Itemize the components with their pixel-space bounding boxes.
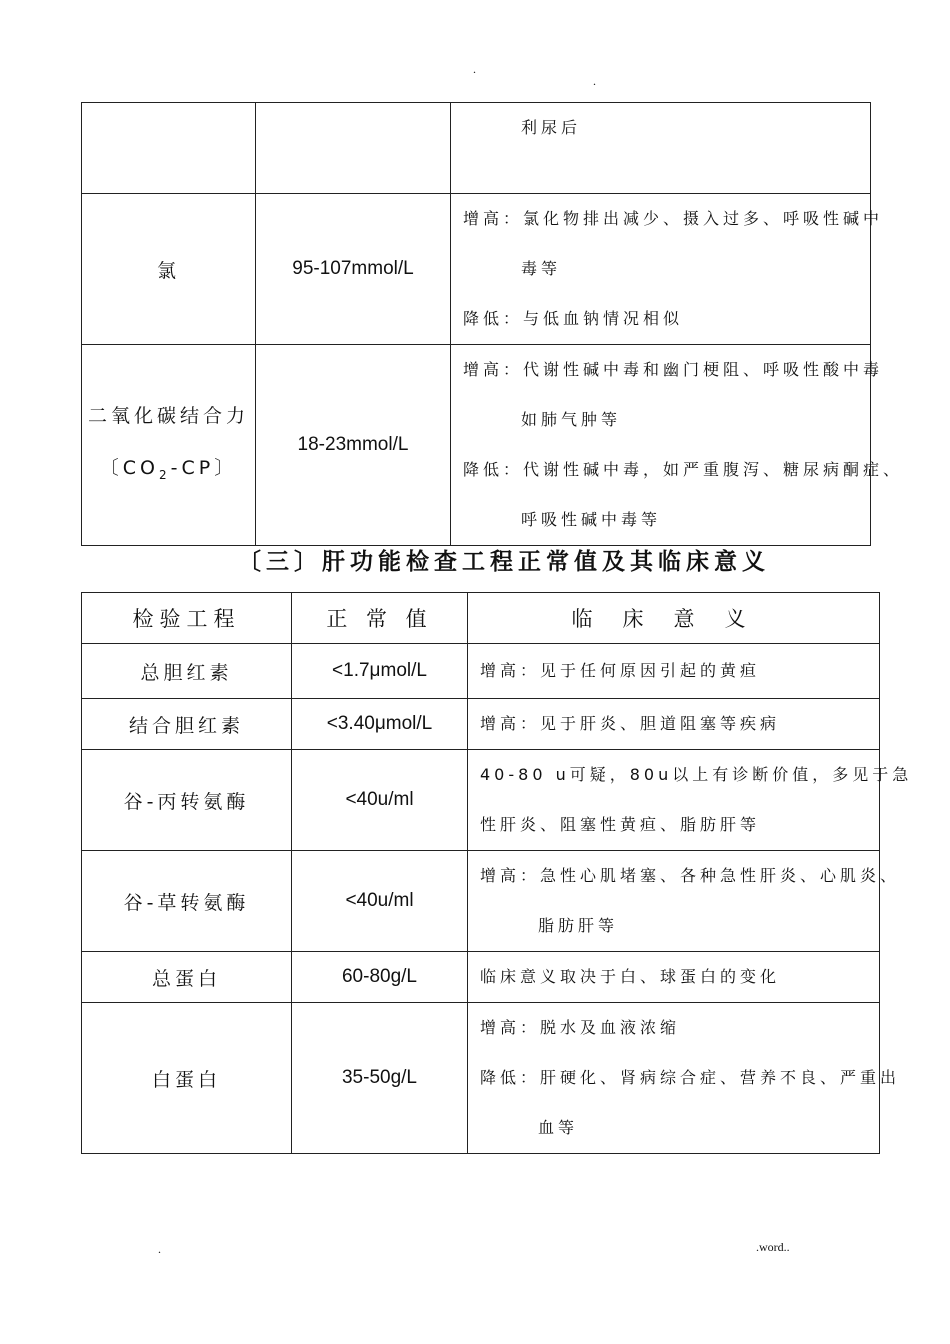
clinical-meaning-cell [468,952,880,1003]
header-mark: . [593,74,596,88]
clinical-meaning-cell [468,750,913,851]
column-header: 临床意义 [468,593,880,644]
table-row [82,699,880,750]
meaning-line: 脂肪肝等 [538,916,619,935]
meaning-line: 临床意义取决于白、球蛋白的变化 [480,967,781,986]
section-title: 〔三〕肝功能检查工程正常值及其临床意义 [238,549,770,575]
normal-value-cell: <1.7μmol/L [292,644,468,699]
meaning-line: 增高：见于任何原因引起的黄疸 [480,661,761,680]
clinical-meaning-cell [468,644,880,699]
normal-value-cell: 18-23mmol/L [256,345,451,546]
abbr-subscript: 2 [159,467,171,482]
item-name-cell [82,345,256,546]
item-name-cell: 谷-丙转氨酶 [82,750,292,851]
footer-left-mark: . [158,1242,161,1256]
footer-word-mark: .word.. [756,1240,790,1254]
normal-value-cell: <40u/ml [292,750,468,851]
meaning-line: 增高：急性心肌堵塞、各种急性肝炎、心肌炎、 [480,866,901,885]
table-row [82,1003,880,1154]
normal-value-cell: 95-107mmol/L [256,194,451,345]
electrolyte-table [81,102,904,546]
meaning-line: 降低：肝硬化、肾病综合症、营养不良、严重出 [480,1068,901,1087]
column-header: 检验工程 [82,593,292,644]
meaning-line: 增高：见于肝炎、胆道阻塞等疾病 [480,714,781,733]
item-name-line: 二氧化碳结合力 [87,404,249,427]
meaning-line: 利尿后 [521,118,582,137]
normal-value-cell [256,103,451,194]
clinical-meaning-cell [451,345,904,546]
clinical-meaning-cell [451,103,871,194]
item-name-cell: 氯 [82,194,256,345]
table-row [82,952,880,1003]
abbr-text: -CP〕 [170,456,238,479]
meaning-line: 性肝炎、阻塞性黄疸、脂肪肝等 [480,815,761,834]
meaning-line: 如肺气肿等 [521,410,622,429]
normal-value-cell: 60-80g/L [292,952,468,1003]
meaning-line: 呼吸性碱中毒等 [521,510,662,529]
clinical-meaning-cell [468,699,880,750]
table-row [82,345,871,546]
item-name-cell [82,103,256,194]
item-name-cell: 结合胆红素 [82,699,292,750]
liver-function-table [81,592,913,1154]
table-row [82,851,880,952]
meaning-line: 增高：氯化物排出减少、摄入过多、呼吸性碱中 [463,209,884,228]
table-header-row [82,593,880,644]
table-row [82,194,871,345]
abbr-text: 〔CO [99,456,159,479]
meaning-line: 降低：与低血钠情况相似 [463,309,684,328]
clinical-meaning-cell [468,851,901,952]
table-row [82,750,880,851]
normal-value-cell: 35-50g/L [292,1003,468,1154]
table-row [82,644,880,699]
meaning-line: 血等 [538,1118,579,1137]
column-header: 正 常 值 [292,593,468,644]
normal-value-cell: <40u/ml [292,851,468,952]
clinical-meaning-cell [468,1003,901,1154]
meaning-line: 增高：脱水及血液浓缩 [480,1018,681,1037]
header-mark: . [473,62,476,76]
item-name-abbr [82,442,255,501]
clinical-meaning-cell [451,194,884,345]
meaning-line: 毒等 [521,259,562,278]
meaning-line: 降低：代谢性碱中毒，如严重腹泻、糖尿病酮症、 [463,460,904,479]
item-name-cell: 总胆红素 [82,644,292,699]
meaning-line: 增高：代谢性碱中毒和幽门梗阻、呼吸性酸中毒 [463,360,884,379]
table-row [82,103,871,194]
meaning-line: 40-80 u可疑，80u以上有诊断价值，多见于急 [480,765,913,784]
item-name-cell: 白蛋白 [82,1003,292,1154]
item-name-cell: 总蛋白 [82,952,292,1003]
normal-value-cell: <3.40μmol/L [292,699,468,750]
item-name-cell: 谷-草转氨酶 [82,851,292,952]
